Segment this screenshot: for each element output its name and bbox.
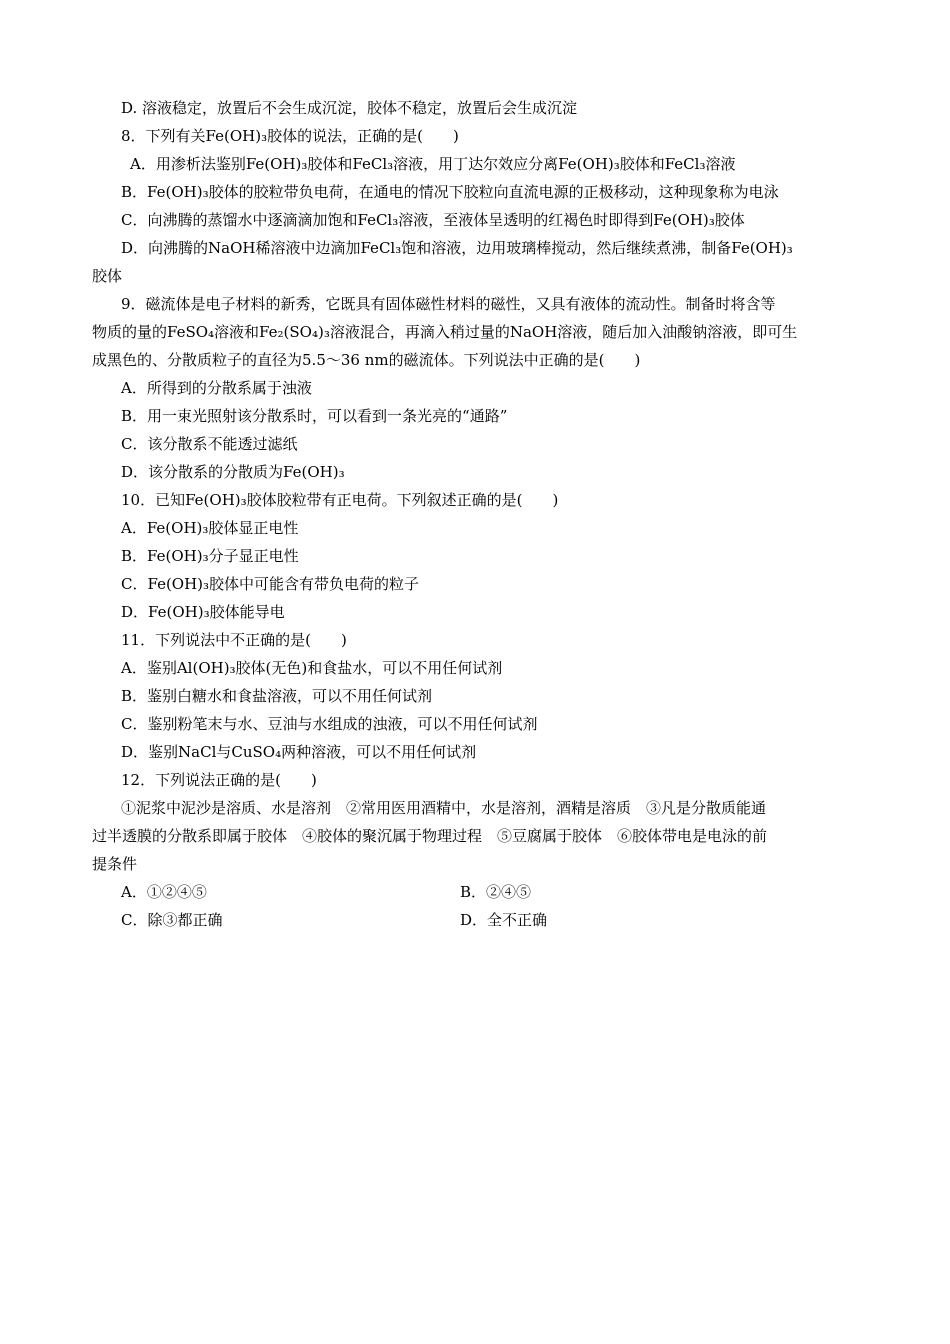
question-9-option-c: C．该分散系不能透过滤纸 xyxy=(121,435,298,453)
question-12-option-c: C．除③都正确 xyxy=(121,911,223,929)
question-12-statements: ①泥浆中泥沙是溶质、水是溶剂 ②常用医用酒精中，水是溶剂，酒精是溶质 ③凡是分散质能通 xyxy=(121,799,767,817)
question-12-stem: 12．下列说法正确的是( ) xyxy=(121,771,317,789)
question-8-option-c: C．向沸腾的蒸馏水中逐滴滴加饱和FeCl₃溶液，至液体呈透明的红褐色时即得到Fe(OH)₃胶体 xyxy=(121,211,745,229)
question-11-stem: 11．下列说法中不正确的是( ) xyxy=(121,631,347,649)
question-12-statements-cont: 过半透膜的分散系即属于胶体 ④胶体的聚沉属于物理过程 ⑤豆腐属于胶体 ⑥胶体带电是电泳的前 xyxy=(92,827,768,845)
question-8-option-a: A．用渗析法鉴别Fe(OH)₃胶体和FeCl₃溶液，用丁达尔效应分离Fe(OH)₃胶体和FeCl₃溶液 xyxy=(130,155,736,173)
question-11-option-d: D．鉴别NaCl与CuSO₄两种溶液，可以不用任何试剂 xyxy=(121,743,477,761)
question-10-option-d: D．Fe(OH)₃胶体能导电 xyxy=(121,603,285,621)
question-11-option-c: C．鉴别粉笔末与水、豆油与水组成的浊液，可以不用任何试剂 xyxy=(121,715,538,733)
question-12-option-b: B．②④⑤ xyxy=(460,883,532,901)
question-10-stem: 10．已知Fe(OH)₃胶体胶粒带有正电荷。下列叙述正确的是( ) xyxy=(121,491,559,509)
question-8-option-b: B．Fe(OH)₃胶体的胶粒带负电荷，在通电的情况下胶粒向直流电源的正极移动，这种现象称为电泳 xyxy=(121,183,779,201)
question-8-option-d: D．向沸腾的NaOH稀溶液中边滴加FeCl₃饱和溶液，边用玻璃棒搅动，然后继续煮沸，制备Fe(OH)₃ xyxy=(121,239,793,257)
question-10-option-a: A．Fe(OH)₃胶体显正电性 xyxy=(121,519,299,537)
question-11-option-a: A．鉴别Al(OH)₃胶体(无色)和食盐水，可以不用任何试剂 xyxy=(121,659,503,677)
question-12-statements-cont: 提条件 xyxy=(92,855,138,873)
question-10-option-b: B．Fe(OH)₃分子显正电性 xyxy=(121,547,299,565)
question-8-option-d-cont: 胶体 xyxy=(92,267,123,285)
question-12-option-d: D．全不正确 xyxy=(460,911,548,929)
question-9-option-a: A．所得到的分散系属于浊液 xyxy=(121,379,312,397)
question-10-option-c: C．Fe(OH)₃胶体中可能含有带负电荷的粒子 xyxy=(121,575,420,593)
question-9-stem-cont: 物质的量的FeSO₄溶液和Fe₂(SO₄)₃溶液混合，再滴入稍过量的NaOH溶液，随后加入油酸钠溶液，即可生 xyxy=(92,323,798,341)
text-line: D. 溶液稳定，放置后不会生成沉淀，胶体不稳定，放置后会生成沉淀 xyxy=(121,99,578,117)
question-9-option-d: D．该分散系的分散质为Fe(OH)₃ xyxy=(121,463,345,481)
question-8-stem: 8．下列有关Fe(OH)₃胶体的说法，正确的是( ) xyxy=(121,127,459,145)
question-9-stem: 9．磁流体是电子材料的新秀，它既具有固体磁性材料的磁性，又具有液体的流动性。制备时将含等 xyxy=(121,295,776,313)
question-11-option-b: B．鉴别白糖水和食盐溶液，可以不用任何试剂 xyxy=(121,687,433,705)
question-9-stem-cont: 成黑色的、分散质粒子的直径为5.5～36 nm的磁流体。下列说法中正确的是( ) xyxy=(92,351,641,369)
question-9-option-b: B．用一束光照射该分散系时，可以看到一条光亮的“通路” xyxy=(121,407,508,425)
question-12-option-a: A．①②④⑤ xyxy=(121,883,207,901)
